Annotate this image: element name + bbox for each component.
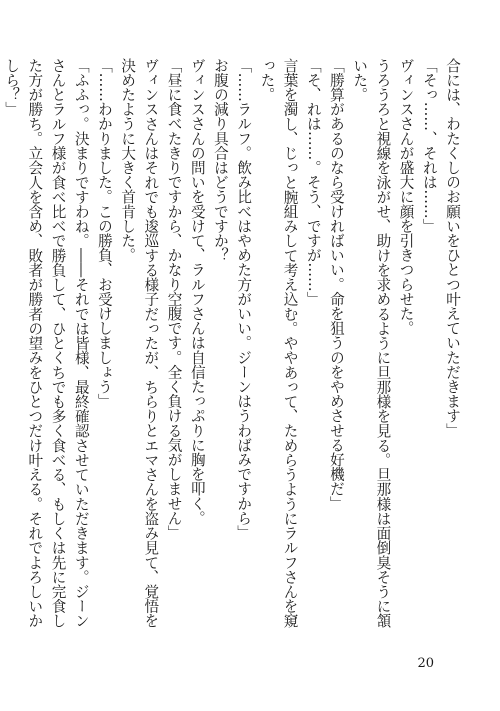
page-number: 20 <box>417 656 434 671</box>
text-line: 言葉を濁し、じっと腕組みして考え込む。ややあって、ためらうようにラルフさんを窺った。 <box>258 58 299 628</box>
text-line: 「そっ……、それは……」 <box>420 58 438 234</box>
text-line: お腹の減り具合はどうですか？ <box>211 58 229 263</box>
text-line: 「……ラルフ。飲み比べはやめた方がいい。ジーンはうわばみですから」 <box>235 58 253 540</box>
text-line: うろうろと視線を泳がせ、助けを求めるように旦那様を見る。旦那様は面倒臭そうに頷いた。 <box>351 58 392 628</box>
text-line: ヴィンスさんが盛大に顔を引きつらせた。 <box>397 58 415 336</box>
text-line: 「ふふっ。決まりですわね。――それでは皆様、最終確認させていただきます。ジーンさんとラルフ様が食べ比べで勝負して、ひとくちでも多く食べる、もしくは先に完食した方が勝ち。立会人を含め、敗者が勝者の望みをひとつだけ叶える。それでよろしいかしら？」 <box>3 58 90 628</box>
body-text <box>3 58 464 628</box>
text-line: 「そ、れは……。そう、ですが……」 <box>304 58 322 307</box>
text-line: 「……わかりました。この勝負、お受けしましょう」 <box>95 58 113 409</box>
text-line: 「昼に食べたきりですから、かなり空腹です。全く負ける気がしません」 <box>165 58 183 540</box>
text-line: ヴィンスさんはそれでも逡巡する様子だったが、ちらりとエマさんを盗み見て、覚悟を決めたように大きく首肯した。 <box>119 58 160 628</box>
text-line: 合には、わたくしのお願いをひとつ叶えていただきます」 <box>444 58 461 438</box>
text-line: 「勝算があるのなら受ければいい。命を狙うのをやめさせる好機だ」 <box>327 58 345 511</box>
text-line: ヴィンスさんの問いを受けて、ラルフさんは自信たっぷりに胸を叩く。 <box>188 58 206 526</box>
